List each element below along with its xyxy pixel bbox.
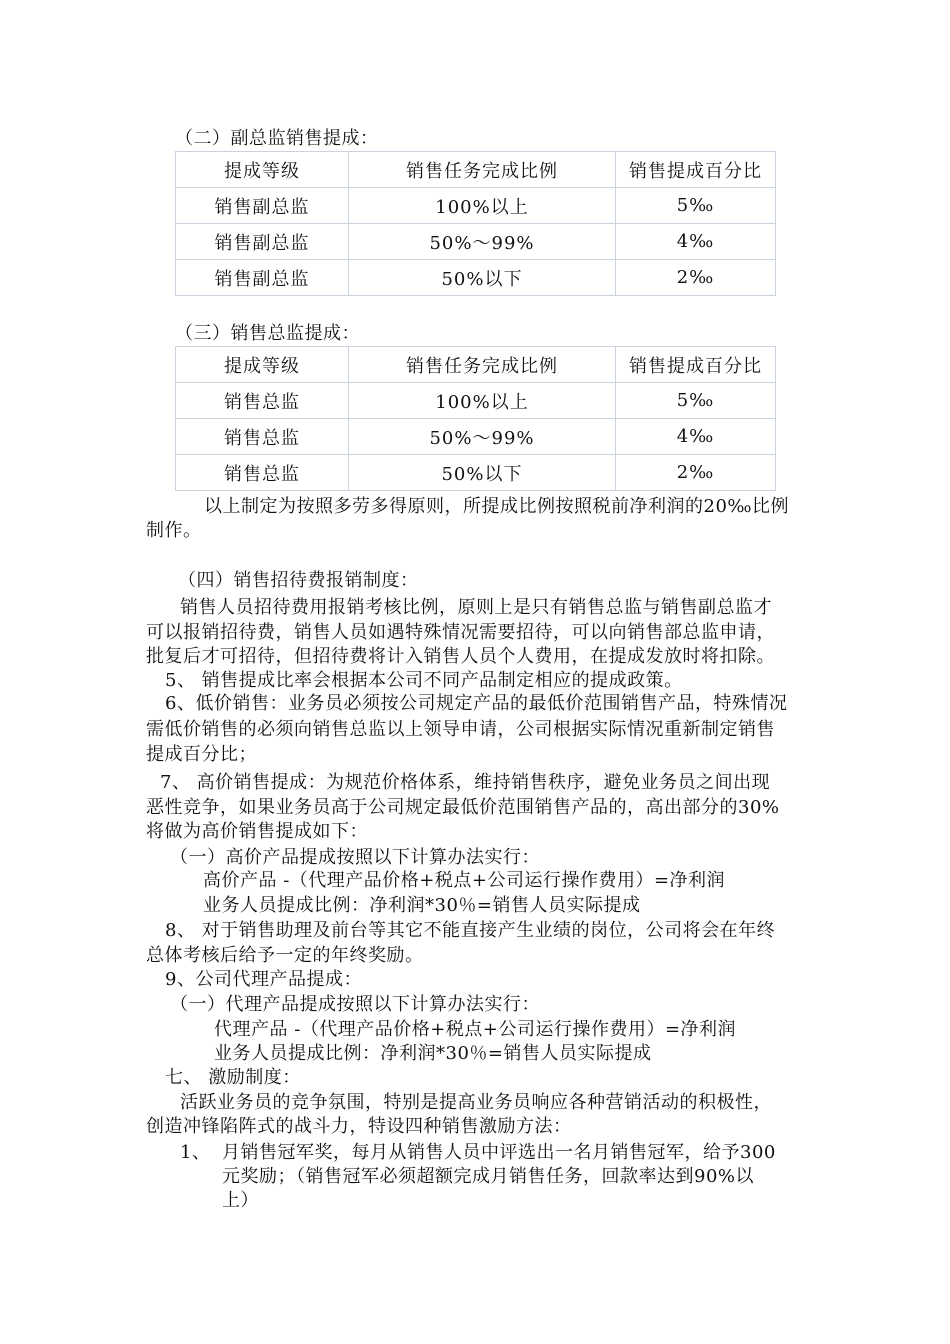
paragraph-line: 将做为高价销售提成如下： [146,821,368,842]
table-cell: 5‰ [616,383,776,419]
paragraph-line: 6、低价销售：业务员必须按公司规定产品的最低价范围销售产品，特殊情况 [165,693,788,714]
table-cell: 4‰ [616,224,776,260]
paragraph-line: 活跃业务员的竞争氛围，特别是提高业务员响应各种营销活动的积极性， [180,1092,772,1113]
table-row [176,455,776,491]
paragraph-line: 可以报销招待费，销售人员如遇特殊情况需要招待，可以向销售部总监申请， [146,622,775,643]
table-header-cell: 销售任务完成比例 [349,347,616,383]
table-cell: 50%以下 [349,455,616,491]
table-cell: 50%～99% [349,419,616,455]
formula-line: 业务人员提成比例：净利润*30％=销售人员实际提成 [203,895,641,916]
list-item-line: 月销售冠军奖，每月从销售人员中评选出一名月销售冠军，给予300 [222,1142,776,1163]
table-row [176,419,776,455]
paragraph-line: 销售人员招待费用报销考核比例，原则上是只有销售总监与销售副总监才 [180,597,772,618]
table-row [176,224,776,260]
director-commission-table [175,346,776,491]
paragraph-line: 批复后才可招待，但招待费将计入销售人员个人费用，在提成发放时将扣除。 [146,646,775,667]
table-header-cell: 销售提成百分比 [616,152,776,188]
section-7-title: 七、 激励制度： [165,1067,301,1088]
section-3-title: （三）销售总监提成： [175,323,360,344]
section-4-title: （四）销售招待费报销制度： [178,570,419,591]
table-cell: 销售副总监 [176,260,349,296]
section-2-title: （二）副总监销售提成： [175,128,379,149]
paragraph-line: 恶性竞争，如果业务员高于公司规定最低价范围销售产品的，高出部分的30% [146,797,780,818]
table-cell: 100%以上 [349,188,616,224]
table-header-cell: 提成等级 [176,152,349,188]
formula-line: 业务人员提成比例：净利润*30％=销售人员实际提成 [214,1043,652,1064]
table-cell: 销售总监 [176,455,349,491]
table-cell: 销售副总监 [176,188,349,224]
table-row [176,188,776,224]
table-cell: 4‰ [616,419,776,455]
table-cell: 50%～99% [349,224,616,260]
table-cell: 销售总监 [176,419,349,455]
table-header-row [176,347,776,383]
table-header-row [176,152,776,188]
paragraph-line: 以上制定为按照多劳多得原则，所提成比例按照税前净利润的20‰比例 [204,496,790,517]
paragraph-line: 8、 对于销售助理及前台等其它不能直接产生业绩的岗位，公司将会在年终 [165,920,776,941]
table-cell: 50%以下 [349,260,616,296]
table-header-cell: 销售提成百分比 [616,347,776,383]
table-cell: 2‰ [616,455,776,491]
deputy-director-commission-table [175,151,776,296]
table-cell: 2‰ [616,260,776,296]
table-row [176,383,776,419]
table-cell: 销售副总监 [176,224,349,260]
table-header-cell: 销售任务完成比例 [349,152,616,188]
table-cell: 5‰ [616,188,776,224]
table-cell: 销售总监 [176,383,349,419]
list-item-line: 上） [222,1190,259,1211]
paragraph-line: 总体考核后给予一定的年终奖励。 [146,945,424,966]
paragraph-line: 提成百分比； [146,744,257,765]
paragraph-line: 5、 销售提成比率会根据本公司不同产品制定相应的提成政策。 [165,670,683,691]
paragraph-line: 9、公司代理产品提成： [165,969,362,990]
paragraph-line: 创造冲锋陷阵式的战斗力，特设四种销售激励方法： [146,1116,572,1137]
list-number: 1、 [180,1142,211,1163]
table-header-cell: 提成等级 [176,347,349,383]
paragraph-line: 制作。 [146,520,202,541]
list-item-line: 元奖励；（销售冠军必须超额完成月销售任务，回款率达到90%以 [222,1166,755,1187]
formula-line: 高价产品 -（代理产品价格+税点+公司运行操作费用）=净利润 [203,870,726,891]
table-row [176,260,776,296]
formula-line: 代理产品 -（代理产品价格+税点+公司运行操作费用）=净利润 [214,1019,737,1040]
paragraph-line: （一）高价产品提成按照以下计算办法实行： [170,847,540,868]
paragraph-line: 需低价销售的必须向销售总监以上领导申请，公司根据实际情况重新制定销售 [146,719,775,740]
table-cell: 100%以上 [349,383,616,419]
paragraph-line: 7、 高价销售提成：为规范价格体系，维持销售秩序，避免业务员之间出现 [160,772,771,793]
paragraph-line: （一）代理产品提成按照以下计算办法实行： [170,994,540,1015]
